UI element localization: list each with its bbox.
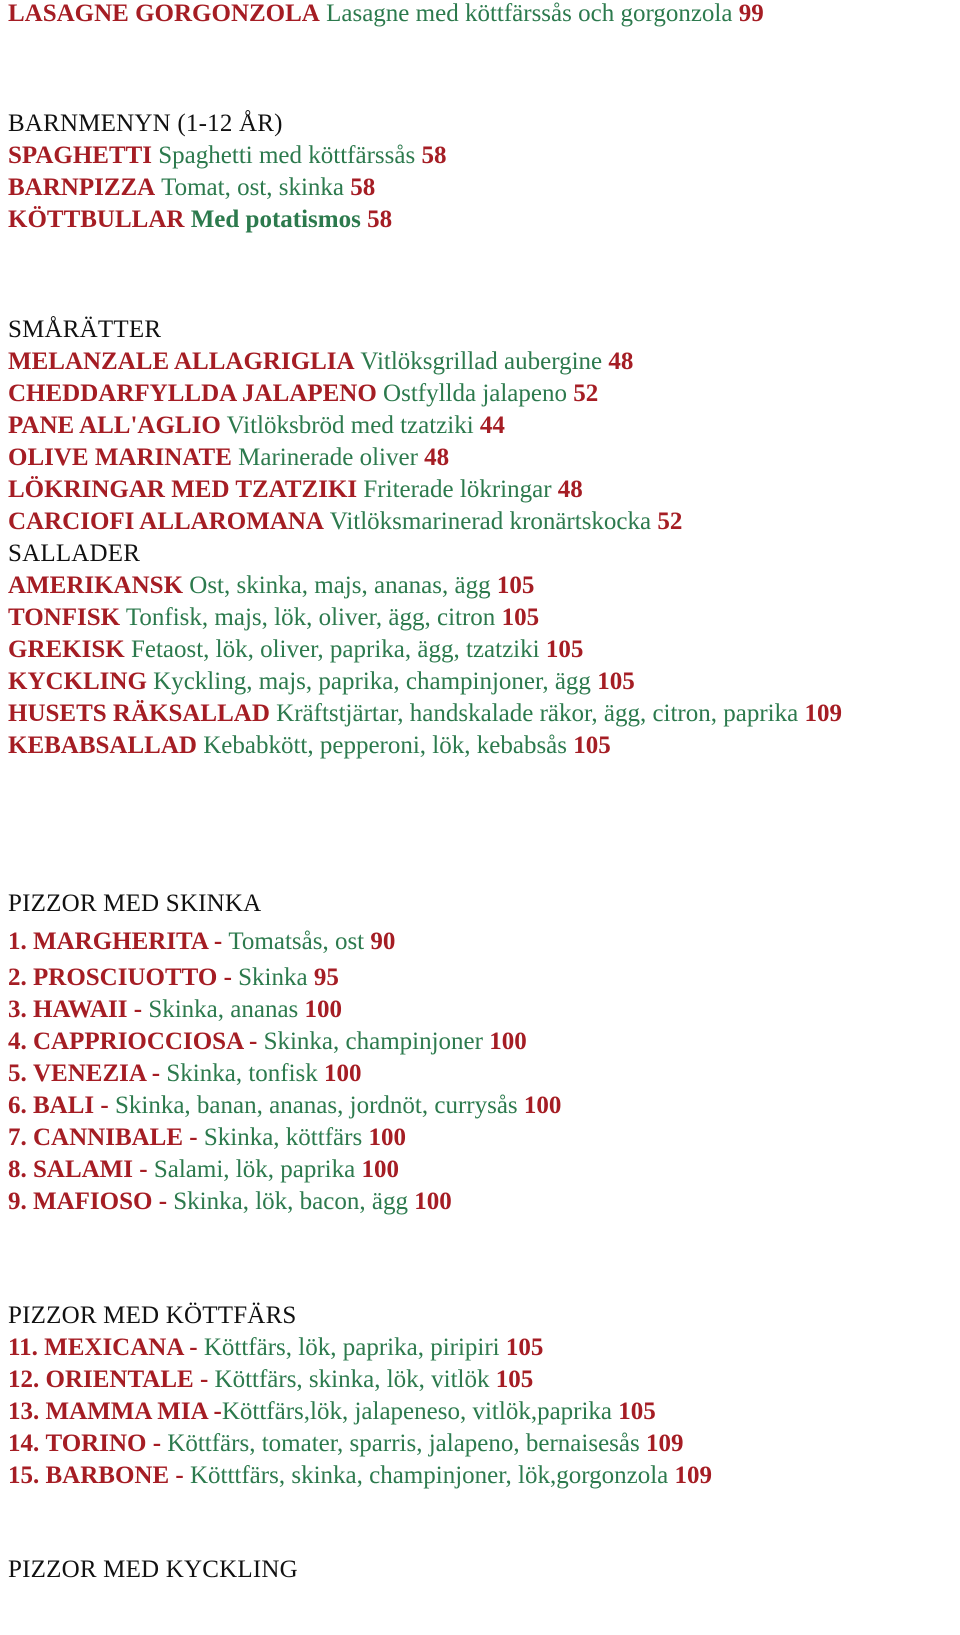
- menu-document: [8, 0, 952, 1586]
- item-price: 58: [367, 206, 393, 233]
- item-price: 100: [414, 1188, 452, 1215]
- separator-dash: -: [207, 928, 229, 955]
- separator-dash: -: [133, 1156, 154, 1183]
- pizza-item: [8, 1154, 952, 1186]
- item-description: Vitlöksgrillad aubergine: [360, 348, 603, 375]
- separator-dash: -: [217, 964, 239, 991]
- item-description: Vitlöksbröd med tzatziki: [226, 412, 474, 439]
- separator-dash: -: [193, 1366, 215, 1393]
- item-description: Skinka, champinjoner: [263, 1028, 483, 1055]
- item-price: 52: [573, 380, 599, 407]
- item-name: KÖTTBULLAR: [8, 206, 185, 233]
- item-description: Tomat, ost, skinka: [161, 174, 345, 201]
- item-description: Köttfärs, lök, paprika, piripiri: [203, 1334, 500, 1361]
- item-name: LASAGNE GORGONZOLA: [8, 0, 320, 27]
- item-name: AMERIKANSK: [8, 572, 184, 599]
- section-heading-pizzor-kyckling: PIZZOR MED KYCKLING: [8, 1556, 298, 1583]
- item-price: 100: [523, 1092, 562, 1119]
- item-price: 99: [738, 0, 764, 27]
- item-price: 109: [645, 1430, 684, 1457]
- pizza-item: [8, 1364, 952, 1396]
- item-price: 105: [505, 1334, 544, 1361]
- section-heading-sallader: SALLADER: [8, 540, 141, 567]
- pizza-item: [8, 1332, 952, 1364]
- item-description: Ost, skinka, majs, ananas, ägg: [189, 572, 491, 599]
- item-price: 105: [573, 732, 611, 759]
- item-number: 13.: [8, 1398, 40, 1425]
- pizza-item: [8, 1396, 952, 1428]
- separator-dash: -: [145, 1060, 167, 1087]
- menu-item: [8, 698, 952, 730]
- item-number: 2.: [8, 964, 27, 991]
- item-name: VENEZIA: [33, 1060, 146, 1087]
- item-price: 105: [597, 668, 635, 695]
- item-description: Med potatismos: [190, 206, 361, 233]
- item-price: 105: [496, 572, 535, 599]
- item-description: Skinka, banan, ananas, jordnöt, currysås: [114, 1092, 518, 1119]
- item-price: 109: [804, 700, 842, 727]
- item-description: Kyckling, majs, paprika, champinjoner, ägg: [153, 668, 591, 695]
- item-description: Spaghetti med köttfärssås: [158, 142, 416, 169]
- item-price: 48: [557, 476, 583, 503]
- item-price: 48: [608, 348, 634, 375]
- item-description: Marinerade oliver: [238, 444, 418, 471]
- menu-item: [8, 730, 952, 762]
- item-description: Skinka, tonfisk: [166, 1060, 318, 1087]
- menu-item: [8, 204, 952, 236]
- item-name: OLIVE MARINATE: [8, 444, 232, 471]
- item-price: 48: [424, 444, 450, 471]
- item-name: GREKISK: [8, 636, 125, 663]
- pizza-item: [8, 1122, 952, 1154]
- item-number: 6.: [8, 1092, 27, 1119]
- item-price: 100: [361, 1156, 399, 1183]
- item-number: 9.: [8, 1188, 27, 1215]
- item-name: ORIENTALE: [45, 1366, 194, 1393]
- item-price: 58: [350, 174, 376, 201]
- pizza-item: [8, 1090, 952, 1122]
- item-price: 58: [421, 142, 447, 169]
- item-name: BARBONE: [45, 1462, 170, 1489]
- item-number: 5.: [8, 1060, 27, 1087]
- item-description: Skinka, ananas: [148, 996, 299, 1023]
- item-number: 12.: [8, 1366, 40, 1393]
- separator-dash: -: [127, 996, 149, 1023]
- item-price: 105: [618, 1398, 656, 1425]
- item-description: Köttfärs, tomater, sparris, jalapeno, bernaisesås: [167, 1430, 640, 1457]
- menu-item: [8, 666, 952, 698]
- menu-item: [8, 634, 952, 666]
- item-number: 3.: [8, 996, 27, 1023]
- item-description: Kötttfärs, skinka, champinjoner, lök,gorgonzola: [189, 1462, 669, 1489]
- item-price: 105: [495, 1366, 534, 1393]
- item-price: 52: [657, 508, 683, 535]
- separator-dash: -: [242, 1028, 264, 1055]
- item-description: Tomatsås, ost: [228, 928, 365, 955]
- item-description: Lasagne med köttfärssås och gorgonzola: [326, 0, 733, 27]
- item-description: Friterade lökringar: [363, 476, 552, 503]
- section-heading-pizzor-kottfars: PIZZOR MED KÖTTFÄRS: [8, 1302, 297, 1329]
- separator-dash: -: [146, 1430, 168, 1457]
- item-description: Köttfärs, skinka, lök, vitlök: [214, 1366, 490, 1393]
- item-name: CARCIOFI ALLAROMANA: [8, 508, 324, 535]
- pizza-item: [8, 1428, 952, 1460]
- menu-item: [8, 570, 952, 602]
- item-number: 14.: [8, 1430, 40, 1457]
- item-price: 109: [674, 1462, 713, 1489]
- item-name: KYCKLING: [8, 668, 147, 695]
- item-description: Skinka: [238, 964, 308, 991]
- item-name: SALAMI: [33, 1156, 134, 1183]
- item-description: Vitlöksmarinerad kronärtskocka: [329, 508, 652, 535]
- item-price: 100: [489, 1028, 527, 1055]
- item-name: KEBABSALLAD: [8, 732, 197, 759]
- pizza-item: [8, 1460, 952, 1492]
- menu-item: [8, 346, 952, 378]
- menu-item: [8, 140, 952, 172]
- menu-item-lasagne: [8, 0, 952, 30]
- pizza-item: [8, 962, 952, 994]
- menu-item: [8, 474, 952, 506]
- item-number: 8.: [8, 1156, 27, 1183]
- separator-dash: -: [183, 1124, 204, 1151]
- item-description: Köttfärs,lök, jalapeneso, vitlök,paprika: [221, 1398, 613, 1425]
- item-number: 15.: [8, 1462, 40, 1489]
- item-price: 105: [545, 636, 584, 663]
- separator-dash: -: [169, 1462, 190, 1489]
- item-name: MARGHERITA: [33, 928, 208, 955]
- item-description: Tonfisk, majs, lök, oliver, ägg, citron: [125, 604, 496, 631]
- item-description: Fetaost, lök, oliver, paprika, ägg, tzatziki: [130, 636, 540, 663]
- item-name: LÖKRINGAR MED TZATZIKI: [8, 476, 358, 503]
- item-name: HUSETS RÄKSALLAD: [8, 700, 270, 727]
- separator-dash: -: [152, 1188, 174, 1215]
- item-name: MAMMA MIA: [45, 1398, 208, 1425]
- separator-dash: -: [94, 1092, 115, 1119]
- pizza-item: [8, 1058, 952, 1090]
- item-number: 11.: [8, 1334, 38, 1361]
- item-price: 105: [501, 604, 540, 631]
- pizza-item: [8, 994, 952, 1026]
- item-price: 90: [370, 928, 396, 955]
- item-name: TORINO: [45, 1430, 147, 1457]
- section-heading-smaratter: SMÅRÄTTER: [8, 316, 162, 343]
- pizza-item: [8, 1026, 952, 1058]
- item-name: CAPPRIOCCIOSA: [33, 1028, 243, 1055]
- item-number: 1.: [8, 928, 27, 955]
- separator-dash: -: [183, 1334, 204, 1361]
- item-price: 100: [304, 996, 343, 1023]
- item-description: Kebabkött, pepperoni, lök, kebabsås: [203, 732, 567, 759]
- section-heading-pizzor-skinka: PIZZOR MED SKINKA: [8, 890, 262, 917]
- item-number: 7.: [8, 1124, 27, 1151]
- menu-item: [8, 506, 952, 538]
- item-name: CANNIBALE: [33, 1124, 184, 1151]
- item-description: Salami, lök, paprika: [153, 1156, 356, 1183]
- section-heading-barnmeny: BARNMENYN (1-12 ÅR): [8, 110, 283, 137]
- item-price: 95: [313, 964, 339, 991]
- item-name: BARNPIZZA: [8, 174, 156, 201]
- item-description: Skinka, lök, bacon, ägg: [173, 1188, 408, 1215]
- item-description: Kräftstjärtar, handskalade räkor, ägg, citron, paprika: [276, 700, 799, 727]
- item-price: 100: [324, 1060, 362, 1087]
- item-name: MAFIOSO: [33, 1188, 153, 1215]
- item-name: MELANZALE ALLAGRIGLIA: [8, 348, 355, 375]
- menu-item: [8, 442, 952, 474]
- item-name: MEXICANA: [44, 1334, 184, 1361]
- item-name: CHEDDARFYLLDA JALAPENO: [8, 380, 377, 407]
- item-name: BALI: [33, 1092, 95, 1119]
- item-description: Ostfyllda jalapeno: [383, 380, 568, 407]
- item-name: HAWAII: [33, 996, 128, 1023]
- item-name: TONFISK: [8, 604, 121, 631]
- item-price: 100: [368, 1124, 406, 1151]
- menu-item: [8, 378, 952, 410]
- pizza-item: [8, 926, 952, 958]
- separator-dash: -: [207, 1398, 222, 1425]
- item-number: 4.: [8, 1028, 27, 1055]
- pizza-item: [8, 1186, 952, 1218]
- item-name: PANE ALL'AGLIO: [8, 412, 221, 439]
- item-description: Skinka, köttfärs: [203, 1124, 363, 1151]
- menu-item: [8, 602, 952, 634]
- item-name: PROSCIUOTTO: [33, 964, 218, 991]
- menu-item: [8, 410, 952, 442]
- item-name: SPAGHETTI: [8, 142, 153, 169]
- item-price: 44: [479, 412, 505, 439]
- menu-item: [8, 172, 952, 204]
